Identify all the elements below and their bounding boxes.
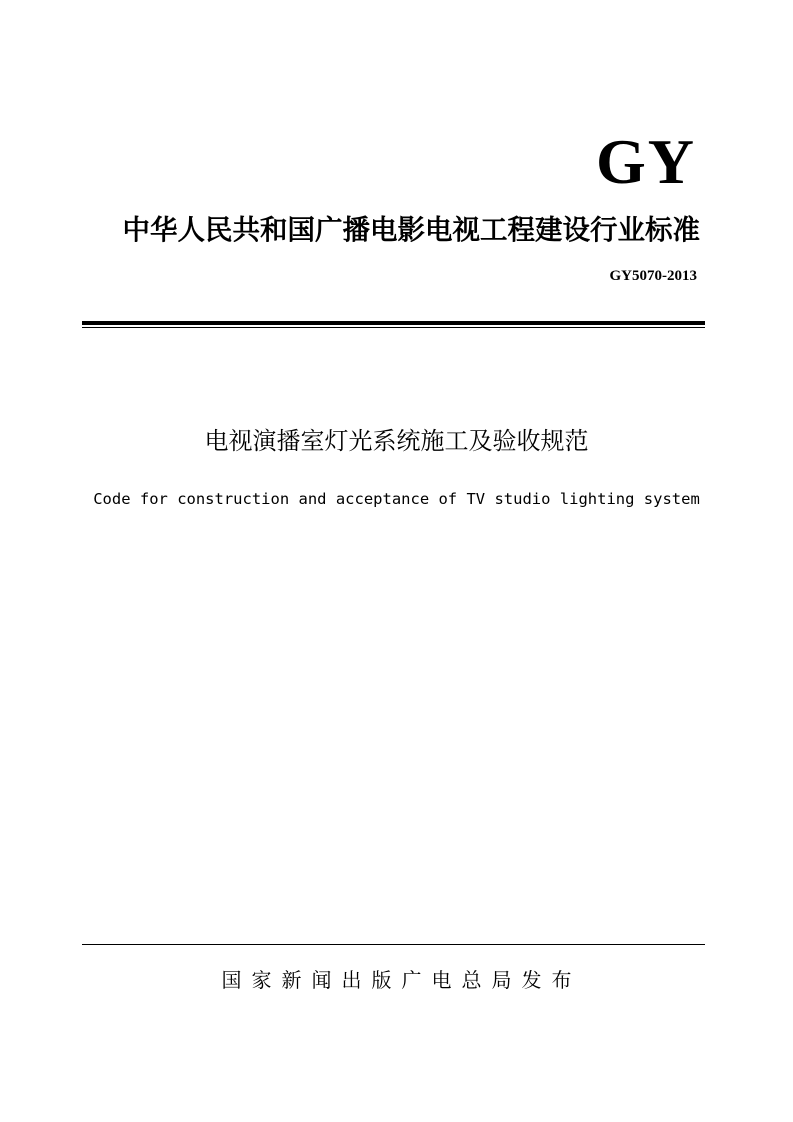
- gy-standard-mark: GY: [596, 126, 696, 197]
- document-title-chinese: 电视演播室灯光系统施工及验收规范: [204, 427, 589, 455]
- publisher-name: 国家新闻出版广电总局发布: [221, 968, 582, 992]
- header-rule-thin: [82, 327, 705, 328]
- document-title-english: Code for construction and acceptance of TV studio lighting system: [93, 490, 700, 508]
- standard-category-title: 中华人民共和国广播电影电视工程建设行业标准: [122, 214, 700, 246]
- header-rule-thick: [82, 321, 705, 325]
- standard-code: GY5070-2013: [609, 268, 697, 284]
- footer-rule: [82, 944, 705, 945]
